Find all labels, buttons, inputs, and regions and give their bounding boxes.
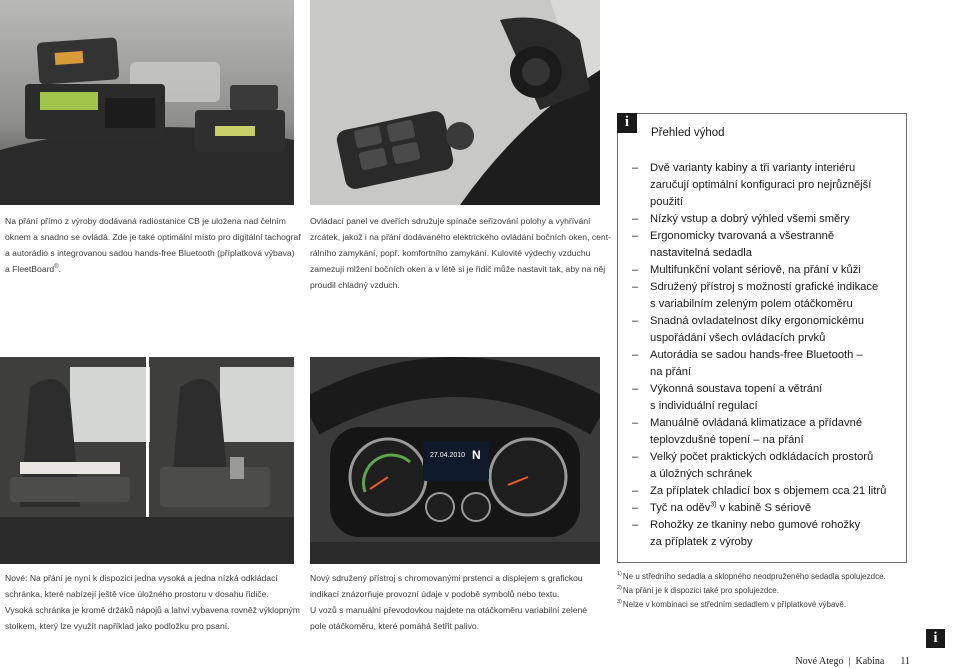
caption-line	[5, 261, 301, 277]
benefit-line	[650, 279, 900, 296]
benefit-line-text: Velký počet praktických odkládacích prostorů	[650, 451, 874, 463]
benefit-line	[650, 313, 900, 330]
benefit-line	[650, 177, 900, 194]
benefit-line-text: Nízký vstup a dobrý výhled všemi směry	[650, 213, 850, 225]
benefit-line	[650, 347, 900, 364]
caption-line: zamezují mlžení bočních oken a v létě si je řidič může nastavit tak, aby na něj	[310, 264, 606, 274]
dash-bullet: –	[632, 281, 639, 293]
caption-line: schránka, které nabízejí ještě více úložného prostoru v dosahu řidiče.	[5, 589, 269, 599]
dash-bullet: –	[632, 383, 639, 395]
caption-line: stolkem, který lze využít například jako podložku pro psaní.	[5, 621, 230, 631]
caption-line: Ovládací panel ve dveřích sdružuje spínače seřizování polohy a vyhřívání	[310, 216, 591, 226]
display-gear: N	[472, 448, 481, 462]
benefit-item	[618, 313, 908, 347]
benefit-line	[650, 466, 900, 483]
benefit-line-text: za příplatek z výroby	[650, 536, 753, 548]
dash-bullet: –	[632, 485, 639, 497]
footer-model: Nové Atego	[795, 656, 844, 667]
dash-bullet: –	[632, 451, 639, 463]
benefit-text	[650, 211, 900, 228]
benefit-item	[618, 415, 908, 449]
caption-line: Vysoká schránka je kromě držáků nápojů a lahví vybavena rovněž výklopným	[5, 605, 300, 615]
footnote-mark: 3)	[710, 501, 717, 509]
benefit-item	[618, 483, 908, 500]
benefit-line	[650, 398, 900, 415]
benefits-box	[617, 113, 907, 563]
benefit-line	[650, 160, 900, 177]
registered-mark: ®	[54, 264, 59, 271]
benefit-line-text: Manuálně ovládaná klimatizace a přídavné	[650, 417, 863, 429]
benefit-text	[650, 500, 900, 517]
caption-line: pole otáčkoměru, které pomáhá šetřit palivo.	[310, 621, 480, 631]
benefit-line	[650, 415, 900, 432]
caption-line: indikací znázorňuje provozní údaje v podobě symbolů nebo textu.	[310, 589, 560, 599]
benefit-item	[618, 517, 908, 551]
caption-line: Nový sdružený přístroj s chromovanými prstenci a displejem s grafickou	[310, 573, 583, 583]
storage-compartment-photo	[0, 357, 294, 564]
display-date: 27.04.2010	[430, 452, 466, 459]
benefit-line	[650, 211, 900, 228]
benefit-item	[618, 160, 908, 211]
footnote	[617, 598, 917, 612]
footnote	[617, 570, 917, 584]
benefit-line-text: Multifunkční volant sériově, na přání v kůži	[650, 264, 861, 276]
dash-bullet: –	[632, 417, 639, 429]
benefit-line-text: s variabilním zeleným polem otáčkoměru	[650, 298, 853, 310]
benefit-text	[650, 228, 900, 262]
dash-bullet: –	[632, 230, 639, 242]
benefit-item	[618, 228, 908, 262]
caption-line: zrcátek, jakož i na přání dodávaného elektrického ovládání bočních oken, cent-	[310, 232, 611, 242]
benefit-text	[650, 483, 900, 500]
caption-line: oknem a snadno se ovládá. Zde je také optimální místo pro digitální tachograf	[5, 232, 301, 242]
footnote-text: Na přání je k dispozici také pro spolujezdce.	[622, 586, 779, 595]
footer-section: Kabina	[855, 656, 885, 667]
instrument-cluster-photo	[310, 357, 600, 564]
benefit-line-text: a úložných schránek	[650, 468, 752, 480]
door-panel-photo	[310, 0, 600, 205]
benefit-item	[618, 347, 908, 381]
benefit-line-text: uspořádání všech ovládacích prvků	[650, 332, 826, 344]
caption-line: rálního zamykání, popř. komfortního zamykání. Kulovité výdechy vzduchu	[310, 248, 591, 258]
dash-bullet: –	[632, 162, 639, 174]
footer-separator: |	[848, 656, 851, 667]
caption-line: proudil chladný vzduch.	[310, 280, 400, 290]
benefit-text	[650, 279, 900, 313]
benefit-line-text: na přání	[650, 366, 692, 378]
benefit-line-text: teplovzdušné topení – na přání	[650, 434, 804, 446]
footnote-mark: 2)	[617, 585, 622, 592]
benefit-line-text: Rohožky ze tkaniny nebo gumové rohožky	[650, 519, 861, 531]
benefit-text	[650, 313, 900, 347]
footnote	[617, 584, 917, 598]
benefit-line-text: Dvě varianty kabiny a tři varianty interiéru	[650, 162, 856, 174]
benefit-line	[650, 381, 900, 398]
benefit-line	[650, 500, 900, 517]
benefit-line-text: Tyč na oděv	[650, 502, 711, 514]
dash-bullet: –	[632, 519, 639, 531]
caption-text: a FleetBoard	[5, 264, 55, 274]
benefit-line	[650, 364, 900, 381]
benefit-list	[618, 160, 908, 551]
benefit-line	[650, 194, 900, 211]
footnote-mark: 1)	[617, 571, 622, 578]
caption-line: a autorádio s integrovanou sadou hands-free Bluetooth (příplatková výbava)	[5, 248, 295, 258]
benefit-line	[650, 534, 900, 551]
benefit-line	[650, 330, 900, 347]
dash-bullet: –	[632, 502, 639, 514]
benefit-line	[650, 432, 900, 449]
page-number: 11	[900, 656, 910, 667]
benefit-line-text: Autorádia se sadou hands-free Bluetooth –	[650, 349, 863, 361]
benefit-text	[650, 415, 900, 449]
caption-radio	[5, 213, 301, 277]
benefits-title: Přehled výhod	[651, 127, 725, 139]
caption-line: Nové: Na přání je nyní k dispozici jedna vysoká a jedna nízká odkládací	[5, 573, 278, 583]
benefit-text	[650, 347, 900, 381]
info-icon: i	[617, 113, 637, 133]
footnote-text: Nelze v kombinaci se středním sedadlem v příplatkové výbavě.	[622, 600, 847, 609]
benefit-text	[650, 381, 900, 415]
benefit-line-tail: v kabině S sériově	[716, 502, 812, 514]
benefit-line-text: Za příplatek chladicí box s objemem cca 21 litrů	[650, 485, 887, 497]
footnote-mark: 3)	[617, 599, 622, 606]
benefit-line-text: Ergonomicky tvarovaná a všestranně	[650, 230, 835, 242]
dash-bullet: –	[632, 264, 639, 276]
benefit-line-text: použití	[650, 196, 683, 208]
benefit-line-text: nastavitelná sedadla	[650, 247, 753, 259]
benefit-line	[650, 483, 900, 500]
benefit-line	[650, 245, 900, 262]
benefit-item	[618, 279, 908, 313]
dash-bullet: –	[632, 349, 639, 361]
dash-bullet: –	[632, 213, 639, 225]
radio-console-photo	[0, 0, 294, 205]
benefit-line-text: Výkonná soustava topení a větrání	[650, 383, 823, 395]
dash-bullet: –	[632, 315, 639, 327]
benefit-item	[618, 262, 908, 279]
benefit-line	[650, 262, 900, 279]
caption-storage	[5, 570, 300, 634]
benefit-item	[618, 381, 908, 415]
benefit-line-text: Sdružený přístroj s možností grafické indikace	[650, 281, 879, 293]
benefit-text	[650, 449, 900, 483]
caption-instrument-cluster	[310, 570, 587, 634]
benefit-line-text: Snadná ovladatelnost díky ergonomickému	[650, 315, 864, 327]
benefit-item	[618, 211, 908, 228]
benefit-text	[650, 262, 900, 279]
benefit-text	[650, 517, 900, 551]
benefit-line-text: zaručují optimální konfiguraci pro nejrůznější	[650, 179, 872, 191]
caption-door-panel	[310, 213, 611, 293]
benefit-line	[650, 296, 900, 313]
benefit-line	[650, 449, 900, 466]
footnote-text: Ne u středního sedadla a sklopného neodpruženého sedadla spolujezdce.	[622, 572, 886, 581]
caption-line: Na přání přímo z výroby dodávaná radiostanice CB je uložena nad čelním	[5, 216, 286, 226]
benefit-line	[650, 517, 900, 534]
caption-period: .	[58, 264, 62, 274]
info-icon: i	[926, 629, 945, 648]
caption-line: U vozů s manuální převodovkou najdete na otáčkoměru variabilní zelené	[310, 605, 588, 615]
benefit-item	[618, 500, 908, 517]
page-footer	[795, 656, 910, 667]
benefit-item	[618, 449, 908, 483]
benefit-line-text: s individuální regulací	[650, 400, 758, 412]
benefit-text	[650, 160, 900, 211]
footnotes	[617, 570, 917, 612]
benefit-line	[650, 228, 900, 245]
